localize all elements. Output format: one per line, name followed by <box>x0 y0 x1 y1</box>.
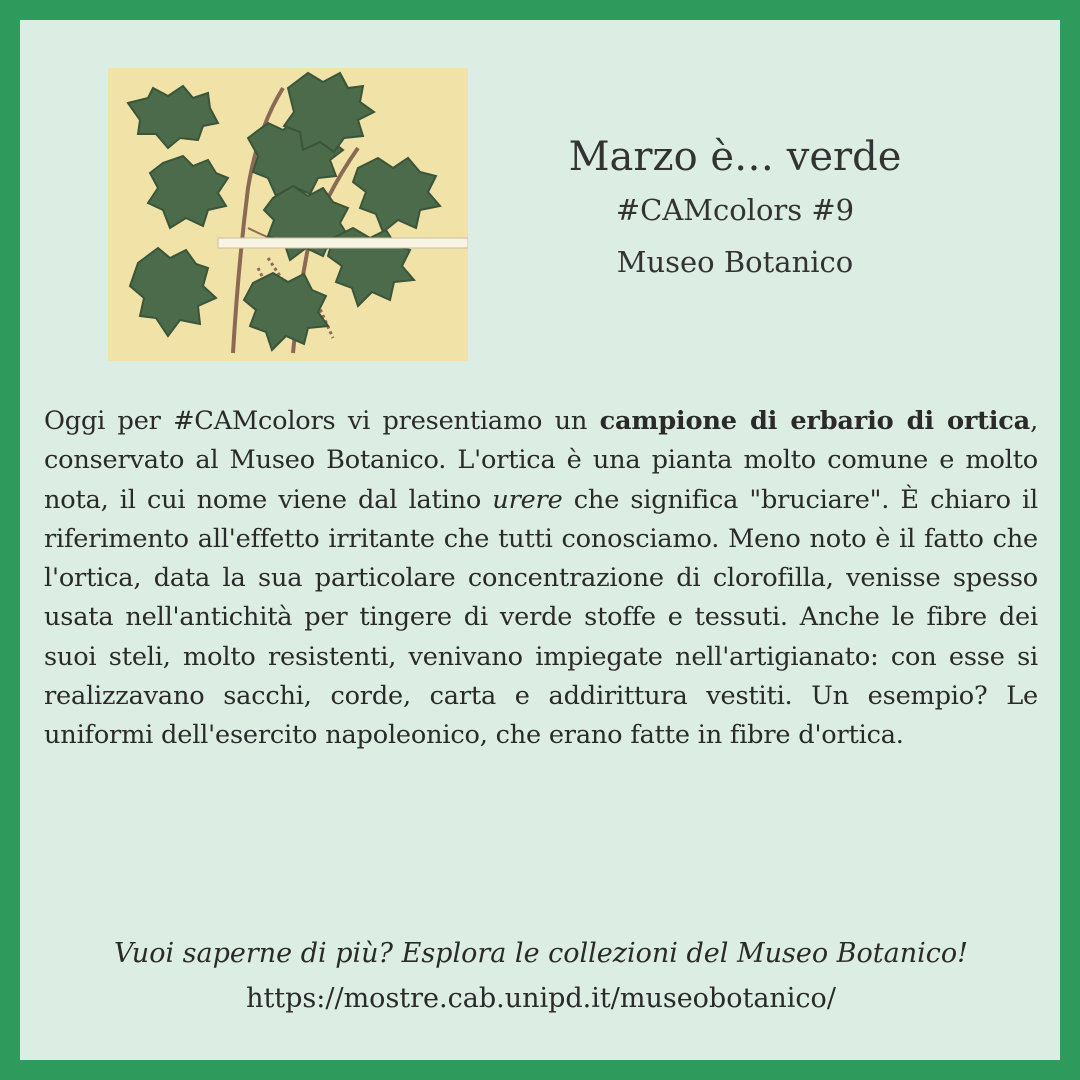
body-text-1: Oggi per #CAMcolors vi presentiamo un <box>44 406 600 436</box>
herbarium-specimen-image <box>108 68 468 361</box>
cta-text: Vuoi saperne di più? Esplora le collezioni del Museo Botanico! <box>114 938 968 969</box>
description-paragraph <box>44 402 1038 756</box>
body-text-3: che significa "bruciare". È chiaro il riferimento all'effetto irritante che tutti conosciamo. Meno noto è il fatto che l'ortica, data la sua particolare concentrazione di clorofilla, venisse spesso usata nell'antichità per tingere di verde stoffe e tessuti. Anche le fibre dei suoi steli, molto resistenti, venivano impiegate nell'artigianato: con esse si realizzavano sacchi, corde, carta e addirittura vestiti. Un esempio? Le uniformi dell'esercito napoleonico, che erano fatte in fibre d'ortica. <box>44 484 1038 751</box>
call-to-action <box>44 932 1038 1022</box>
post-card <box>20 20 1060 1060</box>
page-title: Marzo è… verde <box>568 134 902 180</box>
body-italic-text: urere <box>492 484 563 515</box>
museum-link[interactable]: https://mostre.cab.unipd.it/museobotanico/ <box>246 983 836 1014</box>
heading-block <box>520 130 950 288</box>
body-bold-text: campione di erbario di ortica <box>599 406 1031 436</box>
museum-name: Museo Botanico <box>616 245 854 279</box>
hashtag-subtitle: #CAMcolors #9 <box>615 193 855 227</box>
nettle-leaf-icon <box>108 68 468 361</box>
body-text-2: , conservato al Museo Botanico. L'ortica è una pianta molto comune e molto nota, il cui nome viene dal latino <box>44 406 1039 515</box>
